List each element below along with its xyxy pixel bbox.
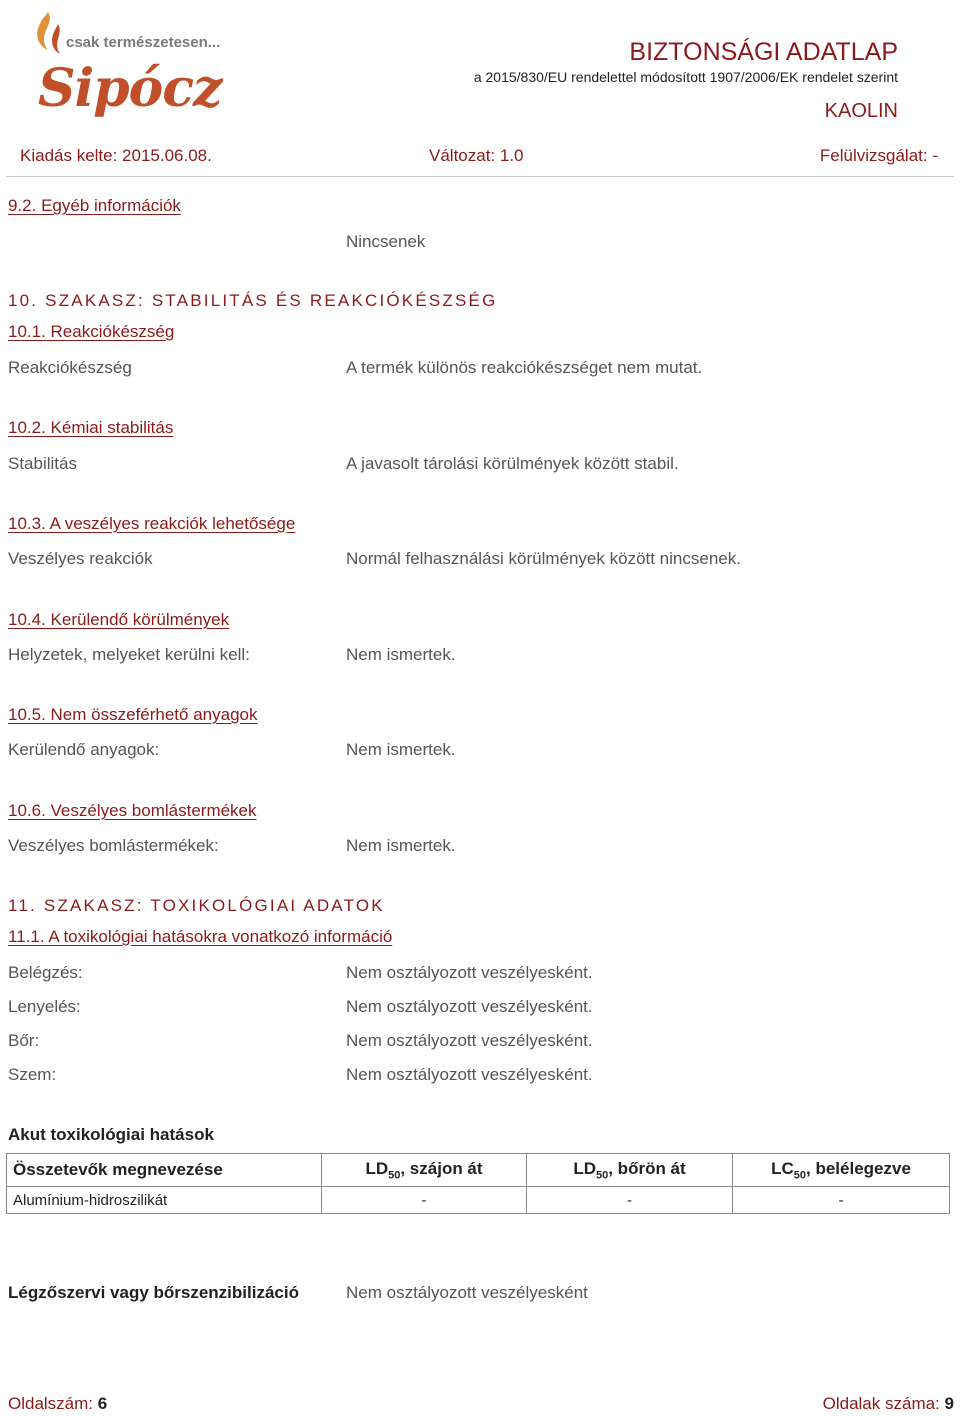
subsection-10-4-heading: 10.4. Kerülendő körülmények xyxy=(8,610,230,629)
logo-name: Sipócz xyxy=(38,58,222,119)
exposure-route-value: Nem osztályozott veszélyesként. xyxy=(346,1065,593,1084)
ld50-dermal-cell: - xyxy=(527,1187,733,1214)
header-divider xyxy=(6,176,954,177)
subsection-10-3-heading: 10.3. A veszélyes reakciók lehetősége xyxy=(8,514,296,533)
col-ld50-oral-sub: 50 xyxy=(388,1169,401,1182)
page-count-value: 9 xyxy=(944,1394,954,1413)
logo-tagline: csak természetesen... xyxy=(66,34,221,51)
sensitization-label: Légzőszervi vagy bőrszenzibilizáció xyxy=(8,1283,299,1302)
section-10-heading: 10. SZAKASZ: STABILITÁS ÉS REAKCIÓKÉSZSÉG xyxy=(8,291,498,310)
conditions-avoid-value: Nem ismertek. xyxy=(346,645,456,664)
section-11-heading: 11. SZAKASZ: TOXIKOLÓGIAI ADATOK xyxy=(8,896,385,915)
product-name: KAOLIN xyxy=(824,100,898,122)
exposure-route-label: Belégzés: xyxy=(8,963,83,982)
ld50-oral-cell: - xyxy=(322,1187,527,1214)
subsection-10-2-heading: 10.2. Kémiai stabilitás xyxy=(8,418,174,437)
exposure-route-label: Bőr: xyxy=(8,1031,40,1050)
page-number-label: Oldalszám: xyxy=(8,1394,94,1413)
page-count xyxy=(823,1394,954,1414)
exposure-route-label: Szem: xyxy=(8,1065,57,1084)
col-lc50-inhal-sub: 50 xyxy=(793,1169,807,1182)
table-row xyxy=(7,1187,950,1214)
conditions-avoid-label: Helyzetek, melyeket kerülni kell: xyxy=(8,645,250,664)
col-lc50-inhalation xyxy=(733,1154,950,1187)
page-number xyxy=(8,1394,107,1414)
lc50-inhal-cell: - xyxy=(733,1187,950,1214)
page-count-label: Oldalak száma: xyxy=(822,1394,940,1413)
col-ld50-dermal-suffix: , bőrön át xyxy=(608,1158,686,1178)
table-header-row xyxy=(7,1154,950,1187)
exposure-route-value: Nem osztályozott veszélyesként. xyxy=(346,963,593,982)
col-lc50-inhal-prefix: LC xyxy=(771,1158,794,1178)
subsection-10-6-heading: 10.6. Veszélyes bomlástermékek xyxy=(8,801,257,820)
col-ld50-dermal xyxy=(527,1154,733,1187)
col-ld50-oral xyxy=(322,1154,527,1187)
subsection-9-2-heading: 9.2. Egyéb információk xyxy=(8,196,181,215)
stability-value: A javasolt tárolási körülmények között stabil. xyxy=(346,454,679,473)
hazardous-reactions-label: Veszélyes reakciók xyxy=(8,549,153,568)
acute-toxicity-table xyxy=(6,1153,950,1214)
exposure-route-value: Nem osztályozott veszélyesként. xyxy=(346,997,593,1016)
component-name-cell: Alumínium-hidroszilikát xyxy=(7,1187,322,1214)
incompatible-materials-value: Nem ismertek. xyxy=(346,740,456,759)
issue-date: Kiadás kelte: 2015.06.08. xyxy=(20,146,212,165)
col-ld50-dermal-prefix: LD xyxy=(573,1158,596,1178)
col-lc50-inhal-suffix: , belélegezve xyxy=(806,1158,911,1178)
col-ld50-oral-prefix: LD xyxy=(365,1158,389,1178)
decomposition-products-label: Veszélyes bomlástermékek: xyxy=(8,836,219,855)
decomposition-products-value: Nem ismertek. xyxy=(346,836,456,855)
stability-label: Stabilitás xyxy=(8,454,77,473)
col-ld50-dermal-sub: 50 xyxy=(595,1169,609,1182)
document-title: BIZTONSÁGI ADATLAP xyxy=(629,38,898,66)
subsection-10-1-heading: 10.1. Reakciókészség xyxy=(8,322,175,341)
subsection-10-5-heading: 10.5. Nem összeférhető anyagok xyxy=(8,705,258,724)
reactivity-value: A termék különös reakciókészséget nem mutat. xyxy=(346,358,703,377)
acute-toxicity-title: Akut toxikológiai hatások xyxy=(8,1125,214,1144)
version: Változat: 1.0 xyxy=(429,146,524,165)
page-number-value: 6 xyxy=(97,1394,108,1413)
reactivity-label: Reakciókészség xyxy=(8,358,132,377)
exposure-route-value: Nem osztályozott veszélyesként. xyxy=(346,1031,593,1050)
col-ld50-oral-suffix: , szájon át xyxy=(400,1158,483,1178)
hazardous-reactions-value: Normál felhasználási körülmények között nincsenek. xyxy=(346,549,741,568)
sensitization-value: Nem osztályozott veszélyesként xyxy=(346,1283,588,1302)
subsection-11-1-heading: 11.1. A toxikológiai hatásokra vonatkozó információ xyxy=(8,927,393,946)
exposure-route-label: Lenyelés: xyxy=(8,997,81,1016)
subsection-9-2-value: Nincsenek xyxy=(346,232,426,251)
document-subtitle: a 2015/830/EU rendelettel módosított 1907/2006/EK rendelet szerint xyxy=(473,69,898,85)
col-component-name: Összetevők megnevezése xyxy=(7,1154,322,1187)
incompatible-materials-label: Kerülendő anyagok: xyxy=(8,740,160,759)
revision: Felülvizsgálat: - xyxy=(819,146,938,165)
